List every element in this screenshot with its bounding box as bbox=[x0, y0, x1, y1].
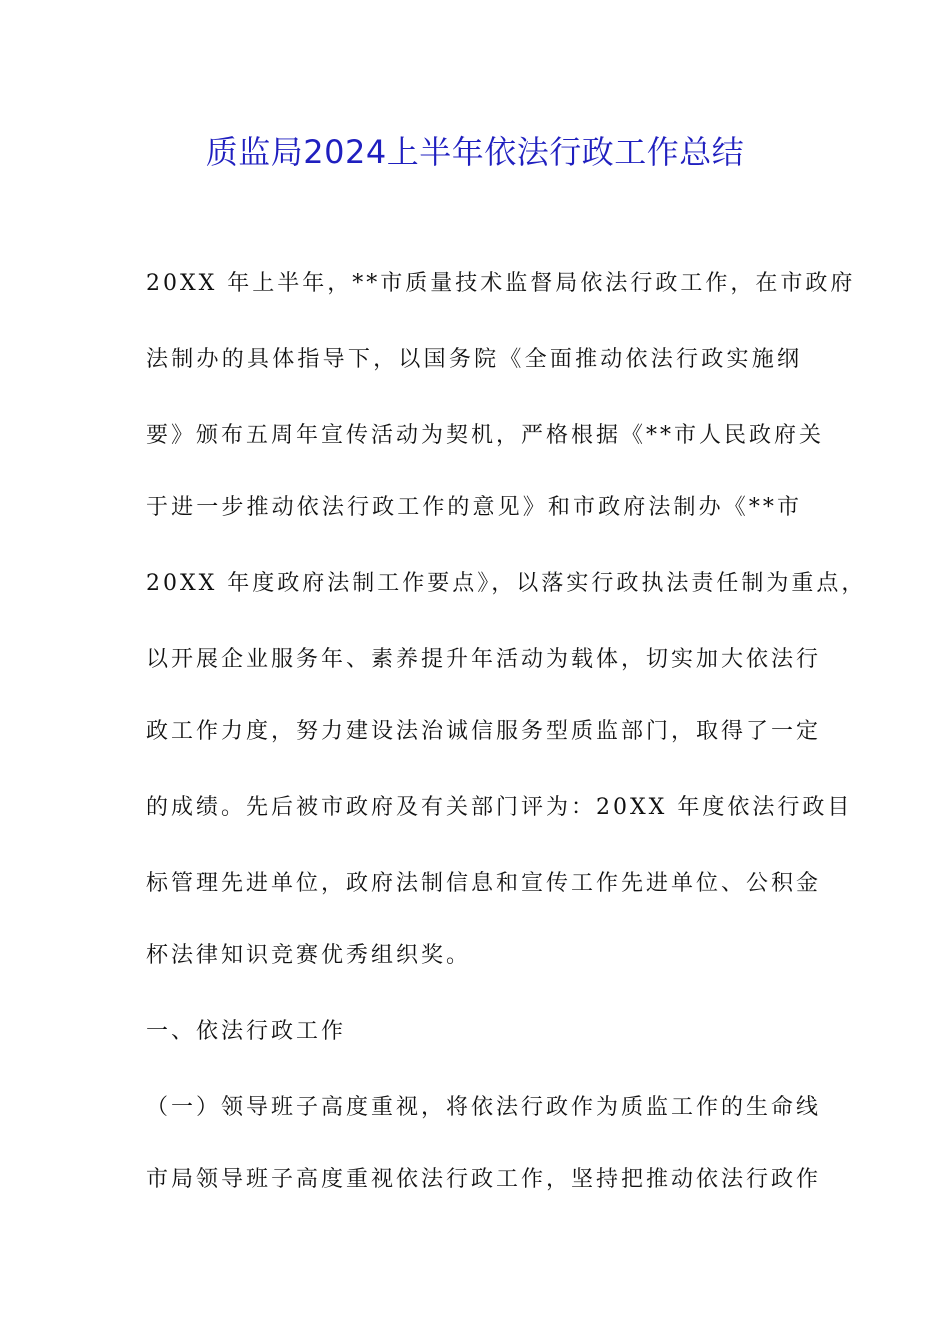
body-line: 的成绩。先后被市政府及有关部门评为：20XX 年度依法行政目 bbox=[146, 795, 853, 820]
body-line: 法制办的具体指导下，以国务院《全面推动依法行政实施纲 bbox=[146, 347, 802, 372]
body-line: 市局领导班子高度重视依法行政工作，坚持把推动依法行政作 bbox=[146, 1167, 822, 1192]
body-line: 要》颁布五周年宣传活动为契机，严格根据《**市人民政府关 bbox=[146, 423, 825, 448]
body-line: 于进一步推动依法行政工作的意见》和市政府法制办《**市 bbox=[146, 495, 802, 520]
document-title: 质监局2024上半年依法行政工作总结 bbox=[205, 133, 745, 171]
body-line: 20XX 年度政府法制工作要点》，以落实行政执法责任制为重点， bbox=[146, 571, 867, 596]
body-line: 以开展企业服务年、素养提升年活动为载体，切实加大依法行 bbox=[146, 647, 822, 672]
subsection-heading: （一）领导班子高度重视，将依法行政作为质监工作的生命线 bbox=[146, 1095, 822, 1120]
section-heading: 一、依法行政工作 bbox=[146, 1019, 347, 1044]
body-line: 政工作力度，努力建设法治诚信服务型质监部门，取得了一定 bbox=[146, 719, 822, 744]
body-line: 20XX 年上半年，**市质量技术监督局依法行政工作，在市政府 bbox=[146, 271, 856, 296]
body-line: 杯法律知识竞赛优秀组织奖。 bbox=[146, 943, 472, 968]
body-line: 标管理先进单位，政府法制信息和宣传工作先进单位、公积金 bbox=[146, 871, 822, 896]
